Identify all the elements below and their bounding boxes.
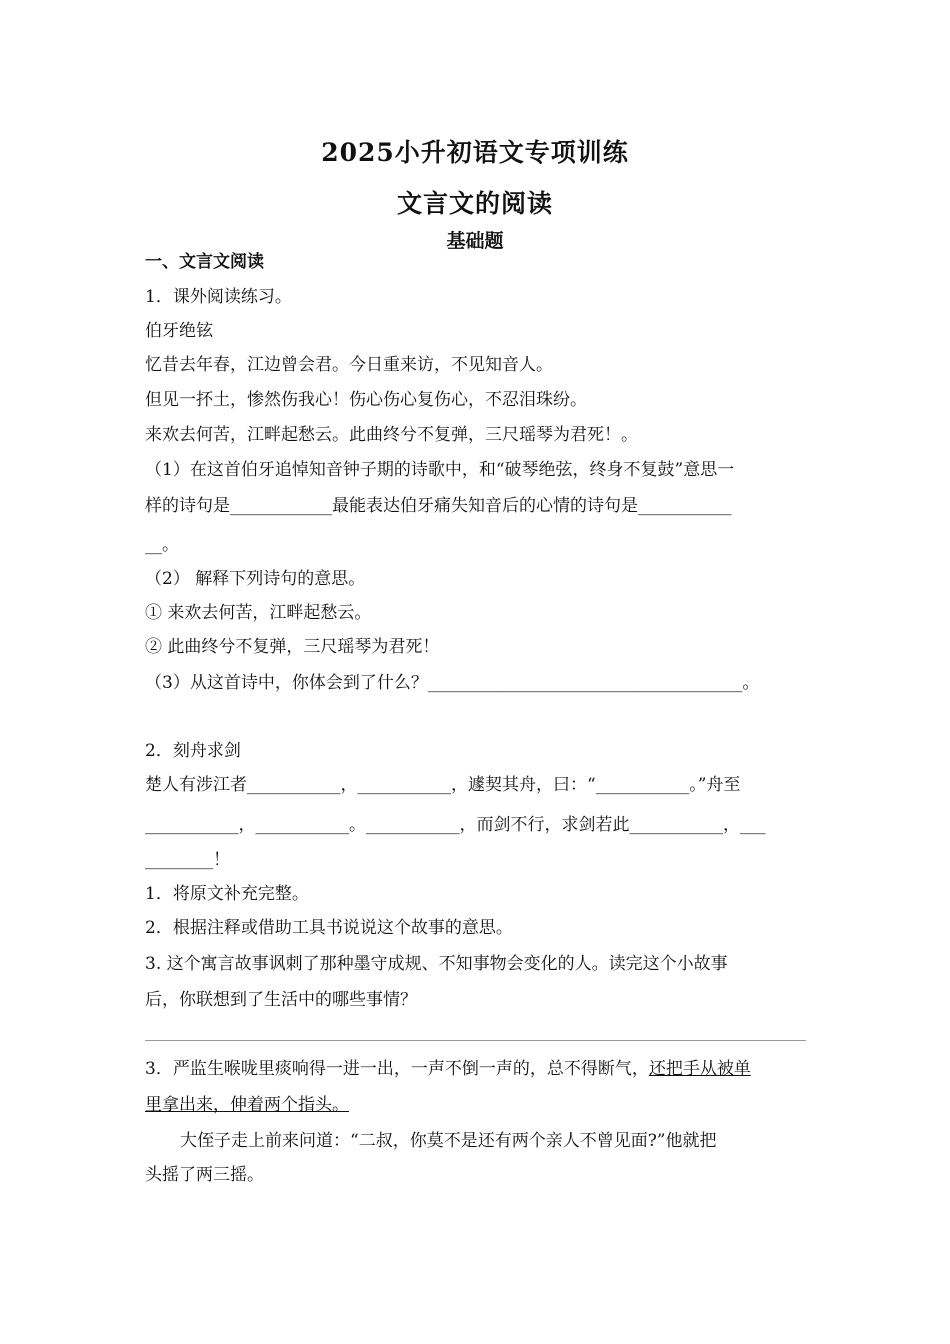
underlined-sentence: 还把手从被单: [648, 1059, 751, 1079]
answer-line: [145, 1040, 806, 1041]
paragraph-line: 大侄子走上前来问道：“二叔，你莫不是还有两个亲人不曾见面?”他就把: [180, 1131, 717, 1151]
poem-line: 来欢去何苦，江畔起愁云。此曲终兮不复弹，三尺瑶琴为君死！。: [145, 425, 638, 445]
sub-question-1-blanks: 样的诗句是____________最能表达伯牙痛失知音后的心情的诗句是___________: [145, 496, 732, 516]
sub-question-2-item-b: ② 此曲终兮不复弹，三尺瑶琴为君死！: [145, 637, 440, 657]
question-1-label: 1．课外阅读练习。: [145, 287, 292, 307]
poem-title: 伯牙绝铉: [145, 321, 213, 341]
paragraph-line: 头摇了两三摇。: [145, 1165, 264, 1185]
sub-question-3: （3）从这首诗中，你体会到了什么？_____________________________________。: [145, 673, 760, 693]
task-3-continued: 后，你联想到了生活中的哪些事情？: [145, 990, 417, 1010]
question-3-plain-text: 3．严监生喉咙里痰响得一进一出，一声不倒一声的，总不得断气，: [145, 1059, 649, 1079]
question-3-text-continued: [145, 1094, 349, 1116]
task-1: 1．将原文补充完整。: [145, 884, 309, 904]
sub-question-2: （2） 解释下列诗句的意思。: [145, 569, 366, 589]
document-subtitle: 文言文的阅读: [396, 189, 553, 218]
poem-line: 忆昔去年春，江边曾会君。今日重来访，不见知音人。: [145, 355, 553, 375]
task-2: 2．根据注释或借助工具书说说这个故事的意思。: [145, 918, 513, 938]
difficulty-level-heading: 基础题: [446, 230, 504, 252]
underlined-sentence: 里拿出来，伸着两个指头。: [145, 1095, 349, 1115]
question-2-label: 2．刻舟求剑: [145, 741, 241, 761]
sub-question-1-end: __。: [145, 535, 179, 555]
section-heading: 一、文言文阅读: [145, 252, 264, 272]
sub-question-2-item-a: ① 来欢去何苦，江畔起愁云。: [145, 603, 372, 623]
question-3-text: [145, 1058, 751, 1080]
fill-in-line: ___________，___________。___________，而剑不行，求剑若此___________，___: [145, 815, 766, 835]
task-3: 3. 这个寓言故事讽刺了那种墨守成规、不知事物会变化的人。读完这个小故事: [145, 954, 728, 974]
fill-in-line: 楚人有涉江者___________，___________，遽契其舟，曰：“___________。”舟至: [145, 775, 741, 795]
sub-question-1: （1）在这首伯牙追悼知音钟子期的诗歌中，和“破琴绝弦，终身不复鼓”意思一: [145, 460, 735, 480]
poem-line: 但见一抔土，惨然伤我心！伤心伤心复伤心，不忍泪珠纷。: [145, 390, 587, 410]
document-title: 2025小升初语文专项训练: [321, 138, 629, 167]
fill-in-line: ________！: [145, 850, 230, 870]
